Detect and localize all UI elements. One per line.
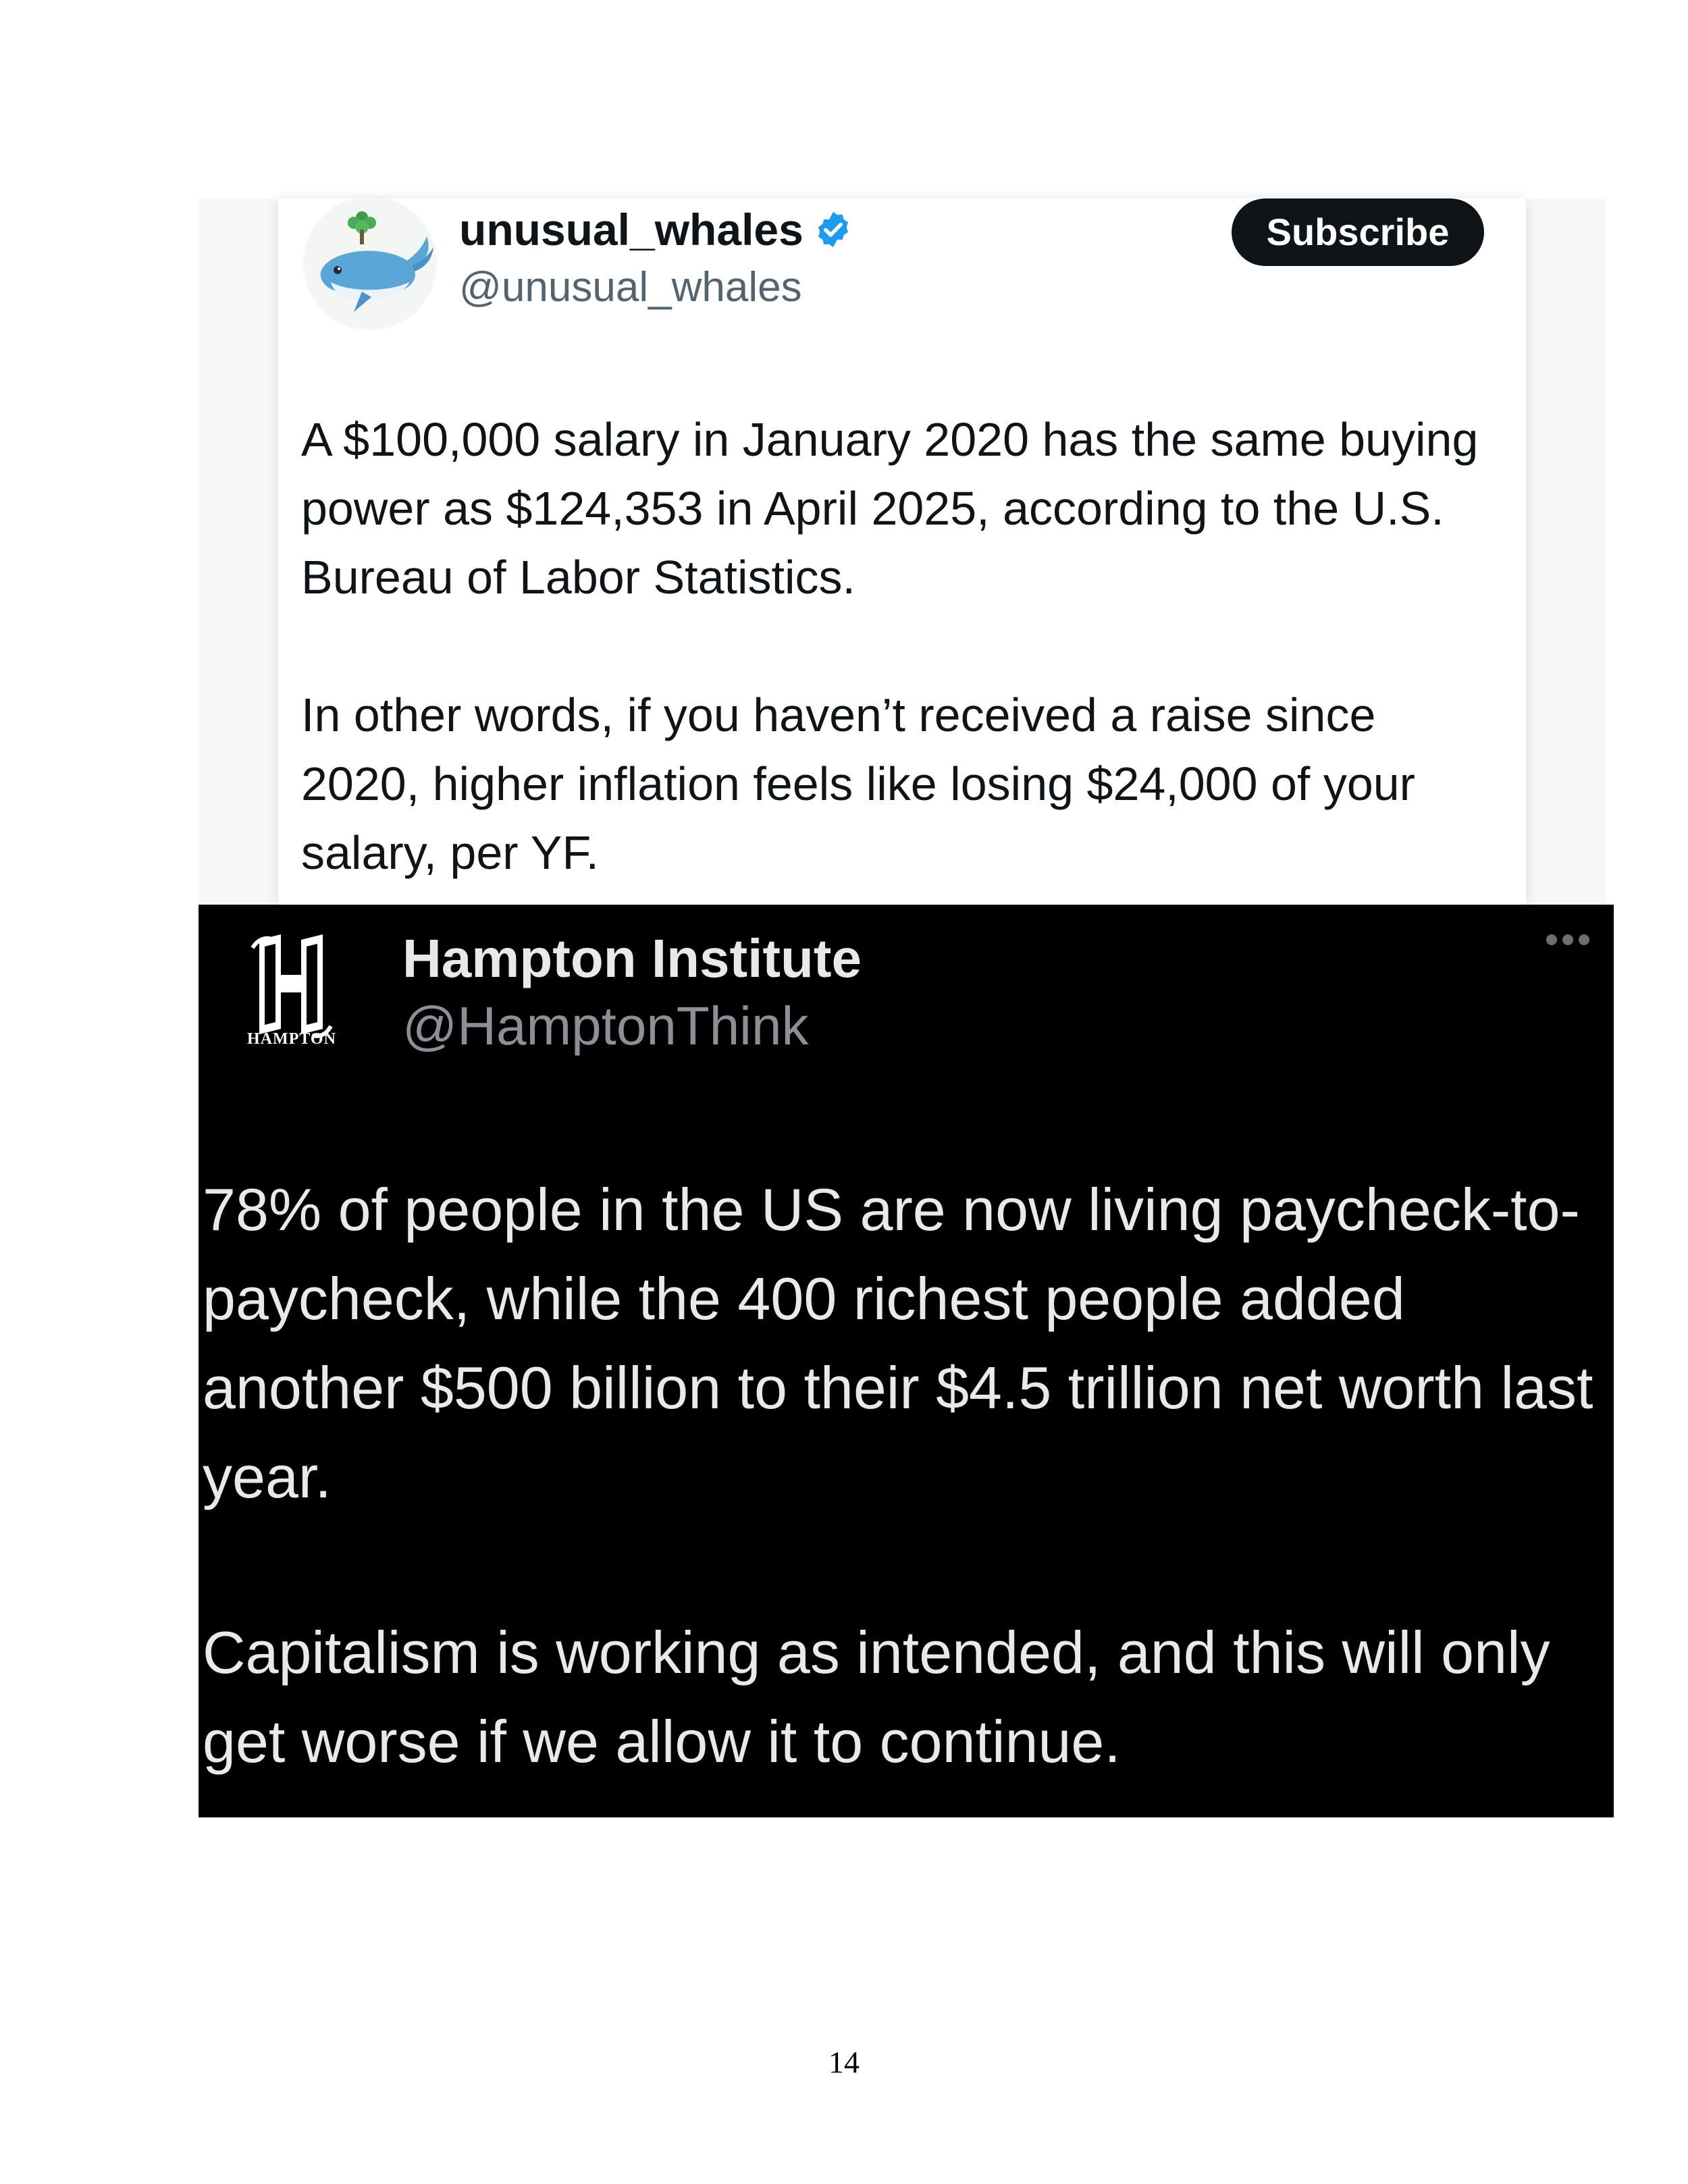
- tweet-text: [203, 1165, 1607, 1786]
- more-options-icon[interactable]: [1546, 934, 1589, 945]
- subscribe-button[interactable]: Subscribe: [1232, 198, 1484, 266]
- hampton-institute-tweet: [199, 905, 1614, 1817]
- author-row: [459, 203, 853, 257]
- handle[interactable]: @unusual_whales: [459, 264, 802, 311]
- more-dot: [1546, 934, 1557, 945]
- hampton-h-logo-icon[interactable]: [240, 928, 342, 1042]
- verified-badge-icon: [813, 209, 853, 250]
- tweet-paragraph: 78% of people in the US are now living paycheck-to-paycheck, while the 400 richest people added another $500 billion to their $4.5 trillion net worth last year.: [203, 1176, 1593, 1510]
- tweet-paragraph: Capitalism is working as intended, and this will only get worse if we allow it to continue.: [203, 1619, 1550, 1775]
- handle[interactable]: @HamptonThink: [402, 996, 809, 1056]
- tweet-text: [301, 405, 1489, 887]
- more-dot: [1579, 934, 1589, 945]
- tweet-paragraph: In other words, if you haven’t received a raise since 2020, higher inflation feels like losing $24,000 of your salary, per YF.: [301, 689, 1415, 879]
- tweet-paragraph: A $100,000 salary in January 2020 has the same buying power as $124,353 in April 2025, according to the U.S. Bureau of Labor Statistics.: [301, 413, 1479, 604]
- whale-logo-icon[interactable]: [304, 197, 436, 329]
- more-dot: [1562, 934, 1573, 945]
- page-number: 14: [828, 2045, 860, 2079]
- display-name[interactable]: Hampton Institute: [402, 928, 862, 988]
- logo-caption: HAMPTON: [247, 1030, 336, 1048]
- display-name[interactable]: unusual_whales: [459, 205, 803, 255]
